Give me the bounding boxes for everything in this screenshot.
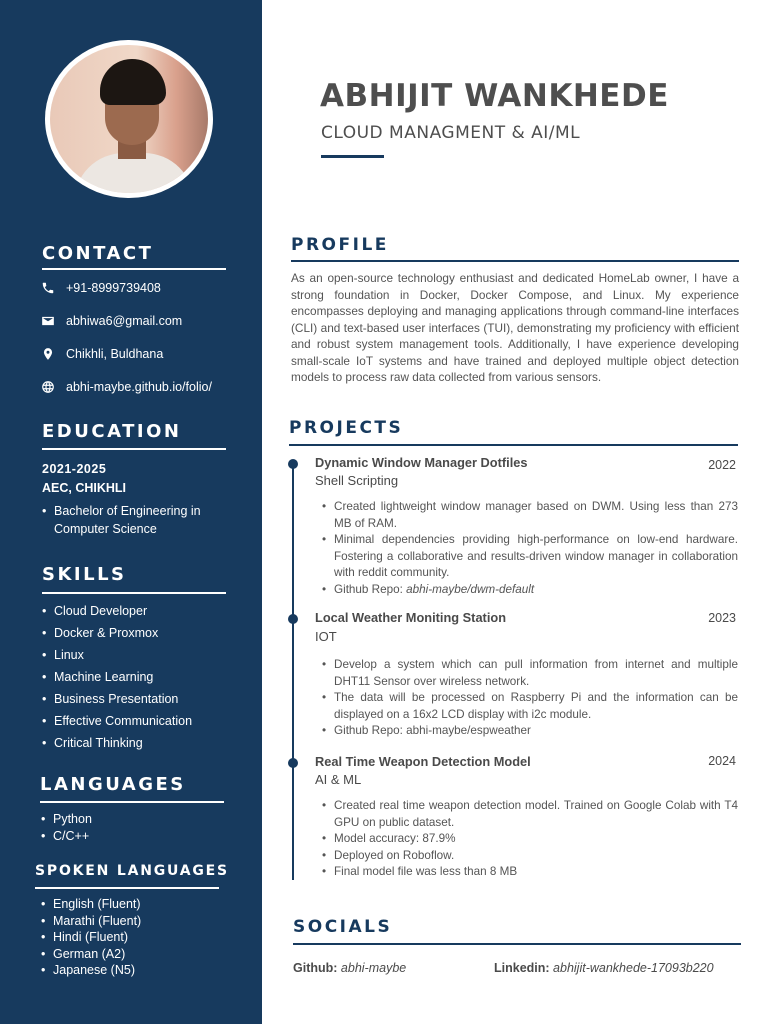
project-subtitle: Shell Scripting	[315, 473, 399, 488]
contact-phone	[40, 280, 161, 296]
projects-divider	[289, 444, 738, 446]
list-item: • Marathi (Fluent)	[41, 913, 141, 930]
repo-label: Github Repo:	[334, 582, 407, 596]
timeline-dot	[288, 459, 298, 469]
languages-divider	[40, 801, 224, 803]
contact-location	[40, 346, 163, 362]
list-item: • Critical Thinking	[42, 732, 192, 754]
list-item: • Linux	[42, 644, 192, 666]
project-title: Dynamic Window Manager Dotfiles	[315, 455, 528, 470]
list-item: • Github Repo: abhi-maybe/espweather	[334, 723, 738, 740]
languages-heading: LANGUAGES	[40, 774, 186, 795]
project-title: Local Weather Moniting Station	[315, 610, 507, 625]
list-item: • Minimal dependencies providing high-performance on low-end hardware. Fostering a collaborative and results-driven window manager in collaboration with reddit community.	[334, 532, 738, 582]
list-item: • Business Presentation	[42, 688, 192, 710]
avatar-frame	[45, 40, 213, 198]
globe-icon	[40, 379, 56, 395]
linkedin-social	[494, 961, 714, 975]
education-institution: AEC, CHIKHLI	[42, 481, 127, 495]
skills-divider	[42, 592, 226, 594]
list-item: • German (A2)	[41, 946, 141, 963]
education-degree	[42, 502, 201, 538]
project-year: 2023	[708, 611, 736, 625]
languages-list	[41, 811, 92, 845]
list-item: • The data will be processed on Raspberry Pi and the information can be displayed on a 16x2 LCD display with i2c module.	[334, 690, 738, 723]
location-text: Chikhli, Buldhana	[66, 347, 164, 361]
profile-heading: PROFILE	[291, 235, 389, 255]
contact-website	[40, 379, 212, 395]
project-bullets	[334, 798, 738, 881]
list-item: • English (Fluent)	[41, 896, 141, 913]
repo-link[interactable]: abhi-maybe/dwm-default	[406, 582, 535, 596]
socials-divider	[293, 943, 741, 945]
contact-heading: CONTACT	[42, 243, 154, 264]
project-bullets	[334, 499, 738, 598]
list-item: • Docker & Proxmox	[42, 622, 192, 644]
skills-list	[42, 600, 192, 754]
phone-number[interactable]: +91-8999739408	[66, 281, 161, 295]
candidate-role: CLOUD MANAGMENT & AI/ML	[321, 123, 581, 143]
email-address[interactable]: abhiwa6@gmail.com	[66, 314, 183, 328]
github-link[interactable]: abhi-maybe	[340, 961, 407, 975]
degree-line-1: Bachelor of Engineering in	[54, 504, 201, 518]
list-item: • Cloud Developer	[42, 600, 192, 622]
list-item: • Machine Learning	[42, 666, 192, 688]
socials-heading: SOCIALS	[293, 917, 393, 937]
linkedin-label: Linkedin:	[494, 961, 550, 975]
project-subtitle: IOT	[315, 629, 337, 644]
sidebar	[0, 0, 262, 1024]
website-link[interactable]: abhi-maybe.github.io/folio/	[66, 380, 212, 394]
list-item: • Created real time weapon detection model. Trained on Google Colab with T4 GPU on public dataset.	[334, 798, 738, 831]
list-item: • Model accuracy: 87.9%	[334, 831, 738, 848]
project-bullets	[334, 657, 738, 740]
profile-divider	[291, 260, 739, 262]
timeline-dot	[288, 758, 298, 768]
spoken-languages-heading: SPOKEN LANGUAGES	[35, 863, 229, 879]
list-item	[42, 502, 201, 538]
projects-heading: PROJECTS	[289, 418, 404, 438]
list-item: • Japanese (N5)	[41, 962, 141, 979]
location-pin-icon	[40, 346, 56, 362]
linkedin-link[interactable]: abhijit-wankhede-17093b220	[553, 961, 714, 975]
list-item: • Final model file was less than 8 MB	[334, 864, 738, 881]
project-subtitle: AI & ML	[315, 772, 362, 787]
skills-heading: SKILLS	[42, 564, 127, 585]
project-title: Real Time Weapon Detection Model	[315, 754, 531, 769]
spoken-languages-list	[41, 896, 141, 979]
list-item: • Develop a system which can pull information from internet and multiple DHT11 Sensor over wireless network.	[334, 657, 738, 690]
education-divider	[42, 448, 226, 450]
list-item: • Effective Communication	[42, 710, 192, 732]
degree-line-2: Computer Science	[54, 522, 157, 536]
avatar	[50, 45, 208, 193]
github-label: Github:	[293, 961, 338, 975]
contact-email	[40, 313, 182, 329]
list-item: • Python	[41, 811, 92, 828]
project-year: 2022	[708, 458, 736, 472]
list-item: • Hindi (Fluent)	[41, 929, 141, 946]
mail-icon	[40, 313, 56, 329]
timeline-line	[292, 464, 294, 880]
list-item: • Deployed on Roboflow.	[334, 848, 738, 865]
education-heading: EDUCATION	[42, 421, 182, 442]
education-years: 2021-2025	[42, 462, 107, 476]
candidate-name: ABHIJIT WANKHEDE	[320, 78, 669, 114]
profile-summary: As an open-source technology enthusiast and dedicated HomeLab owner, I have a strong foundation in Docker, Docker Compose, and Linux. My experience encompasses deploying and managing applications through command-line interfaces (CLI) and text-based user interfaces (TUI), demonstrating my proficiency with efficient and robust system management tools. Additionally, I have experience developing small-scale IoT systems and have trained and deployed multiple object detection models to process raw data collected from various sensors.	[291, 271, 739, 384]
spoken-languages-divider	[35, 887, 219, 889]
title-underline	[321, 155, 384, 158]
list-item	[334, 582, 738, 599]
project-year: 2024	[708, 754, 736, 768]
list-item: • C/C++	[41, 828, 92, 845]
list-item: • Created lightweight window manager based on DWM. Using less than 273 MB of RAM.	[334, 499, 738, 532]
contact-divider	[42, 268, 226, 270]
phone-icon	[40, 280, 56, 296]
timeline-dot	[288, 614, 298, 624]
github-social	[293, 961, 406, 975]
